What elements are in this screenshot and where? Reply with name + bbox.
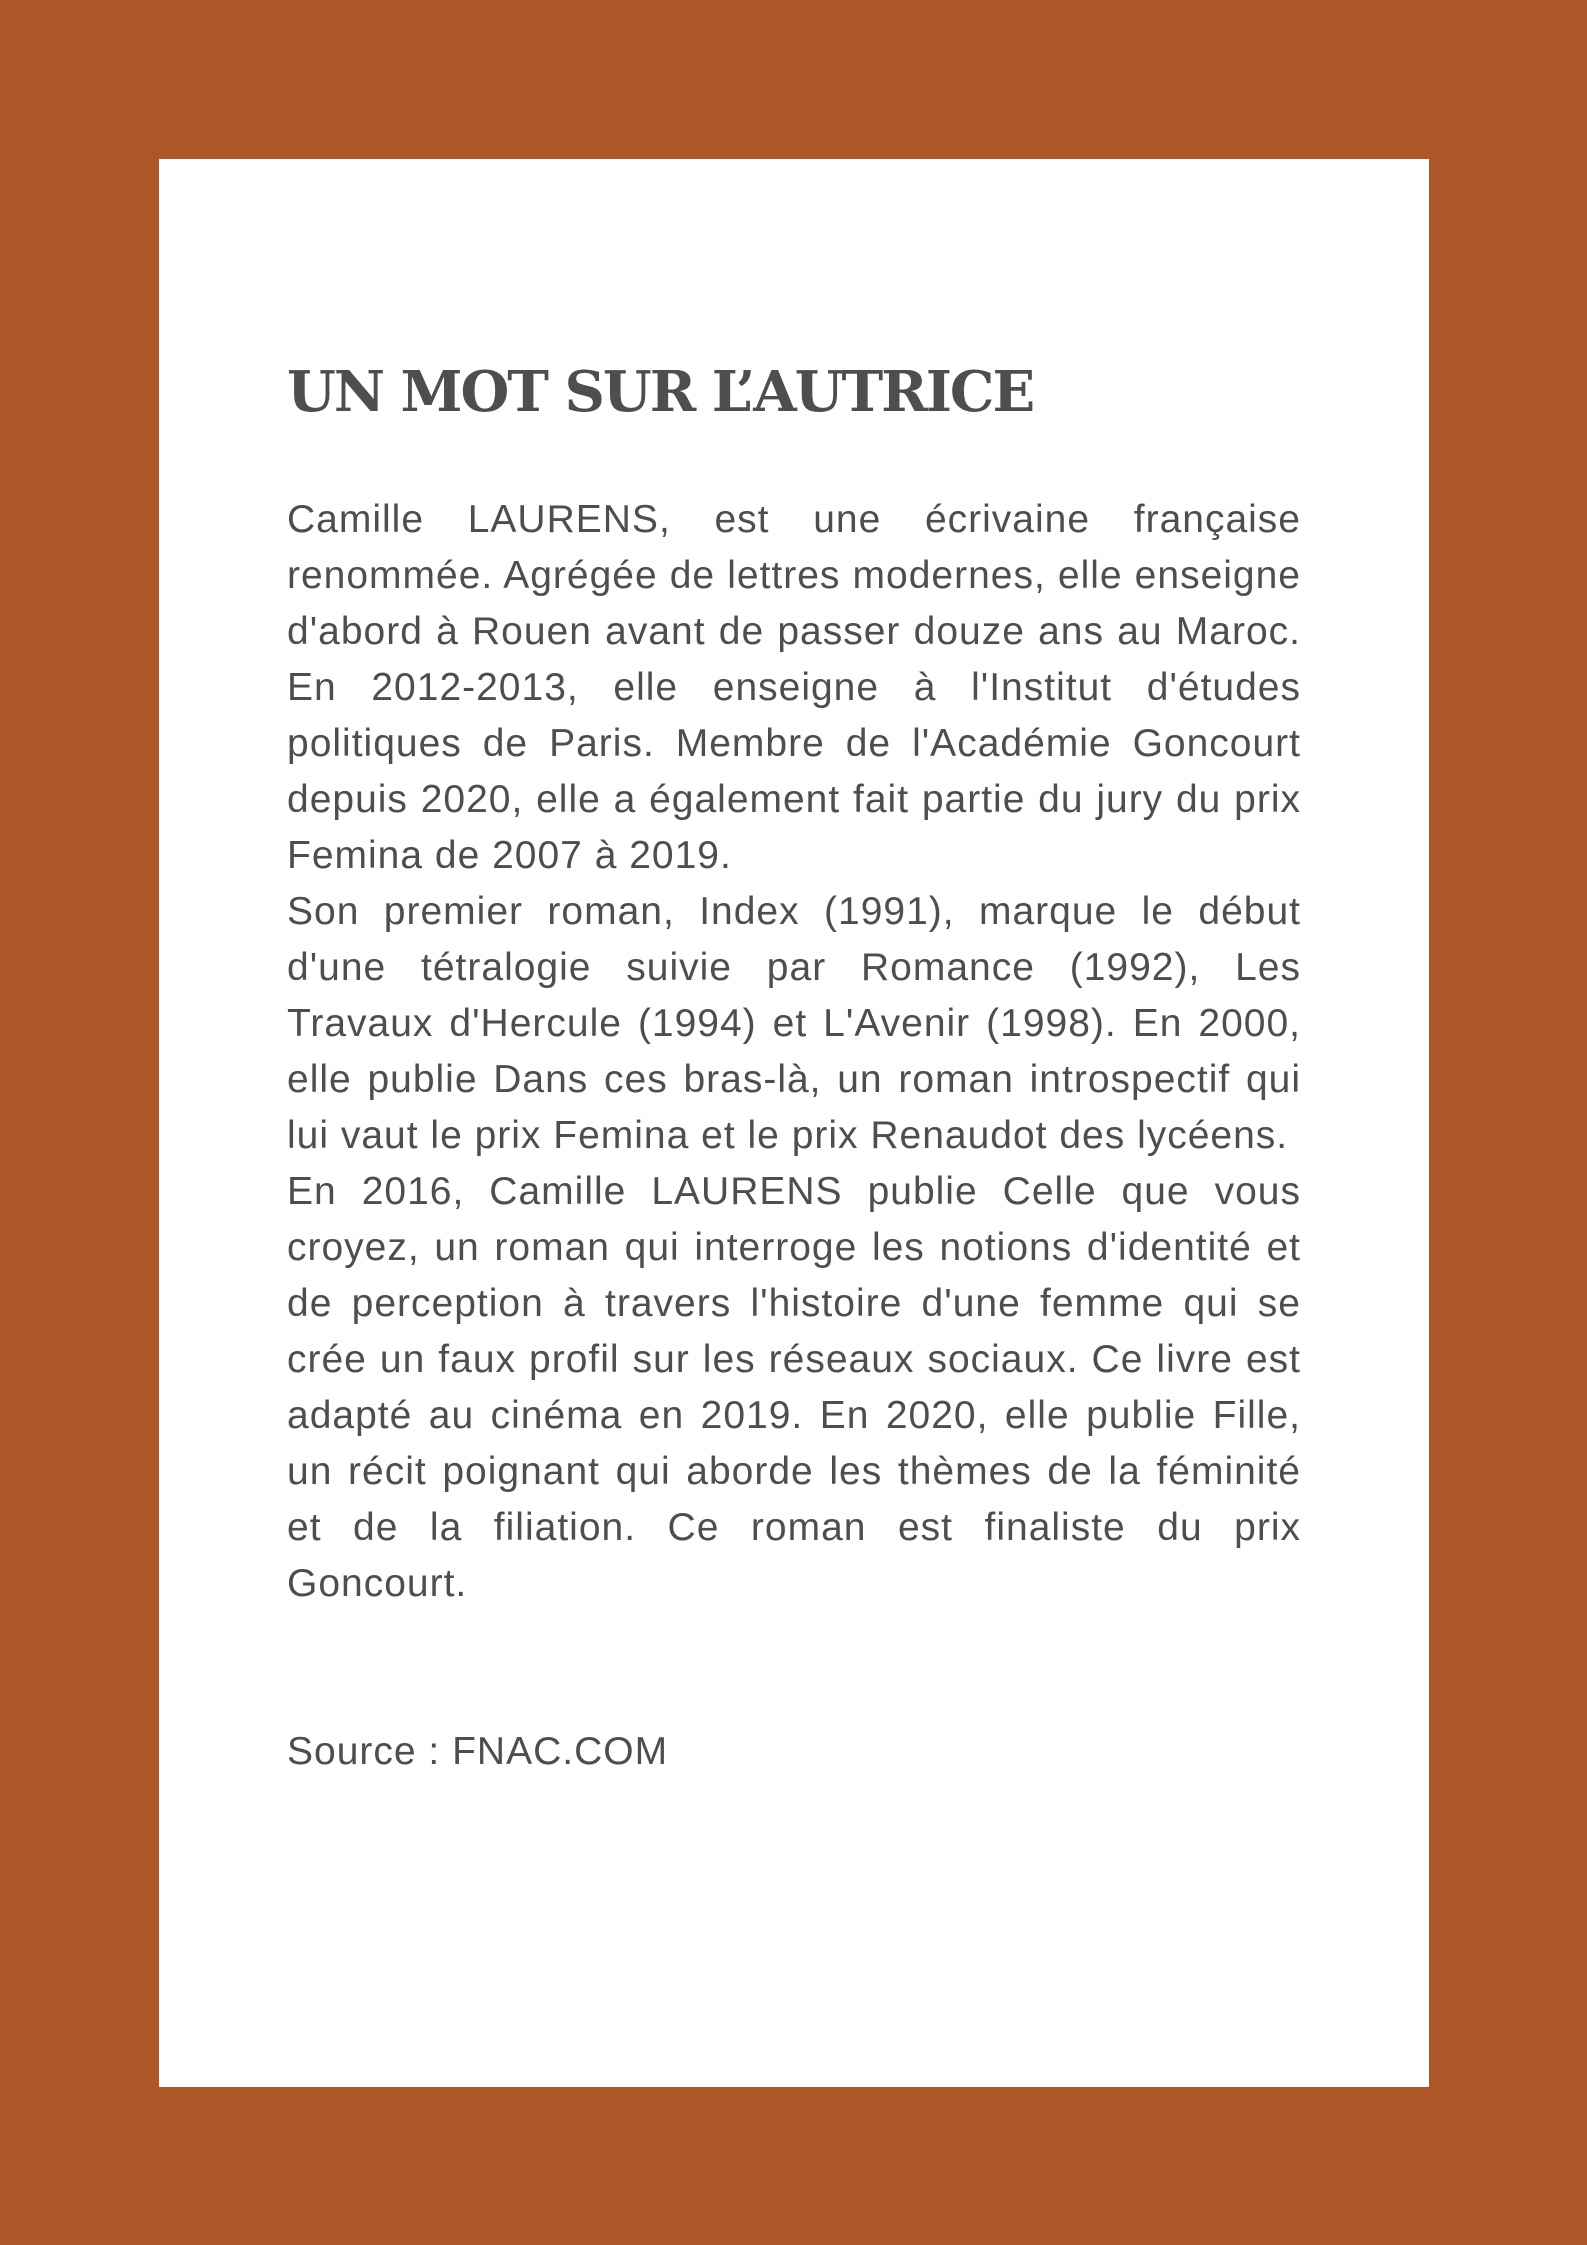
bio-paragraph-2: Son premier roman, Index (1991), marque le début d'une tétralogie suivie par Romance (1992), Les Travaux d'Hercule (1994) et L'Avenir (1998). En 2000, elle publie Dans ces bras-là, un roman introspectif qui lui vaut le prix Femina et le prix Renaudot des lycéens.	[287, 890, 1301, 1158]
source-credit: Source : FNAC.COM	[287, 1730, 669, 1774]
author-bio	[287, 492, 1301, 1612]
page-title: UN MOT SUR L’AUTRICE	[287, 359, 1034, 425]
content-card	[159, 159, 1429, 2087]
bio-paragraph-3: En 2016, Camille LAURENS publie Celle que vous croyez, un roman qui interroge les notions d'identité et de perception à travers l'histoire d'une femme qui se crée un faux profil sur les réseaux sociaux. Ce livre est adapté au cinéma en 2019. En 2020, elle publie Fille, un récit poignant qui aborde les thèmes de la féminité et de la filiation. Ce roman est finaliste du prix Goncourt.	[287, 1170, 1301, 1606]
bio-paragraph-1: Camille LAURENS, est une écrivaine française renommée. Agrégée de lettres modernes, elle enseigne d'abord à Rouen avant de passer douze ans au Maroc. En 2012-2013, elle enseigne à l'Institut d'études politiques de Paris. Membre de l'Académie Goncourt depuis 2020, elle a également fait partie du jury du prix Femina de 2007 à 2019.	[287, 498, 1301, 878]
